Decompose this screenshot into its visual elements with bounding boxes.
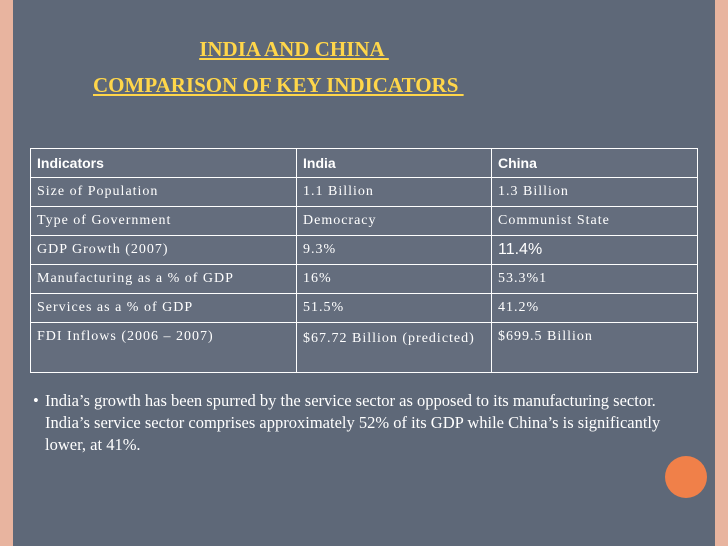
table-cell: Type of Government (31, 207, 297, 236)
table-cell: 16% (297, 265, 492, 294)
table-row (31, 323, 698, 373)
table-cell: Democracy (297, 207, 492, 236)
table-cell: Services as a % of GDP (31, 294, 297, 323)
table-cell: 11.4% (492, 236, 698, 265)
bullet-icon: • (33, 391, 39, 410)
table-cell: Manufacturing as a % of GDP (31, 265, 297, 294)
table-row (31, 178, 698, 207)
table-cell: $67.72 Billion (predicted) (297, 323, 492, 373)
slide (13, 0, 715, 546)
table-cell: 53.3%1 (492, 265, 698, 294)
table-row (31, 207, 698, 236)
comparison-table (30, 148, 698, 373)
table-header-cell: Indicators (31, 149, 297, 178)
table-cell: GDP Growth (2007) (31, 236, 297, 265)
slide-title: INDIA AND CHINA (199, 37, 389, 61)
table-cell: FDI Inflows (2006 – 2007) (31, 323, 297, 373)
slide-subtitle: COMPARISON OF KEY INDICATORS (93, 73, 464, 97)
table-cell: 9.3% (297, 236, 492, 265)
table-header-cell: India (297, 149, 492, 178)
table-cell: $699.5 Billion (492, 323, 698, 373)
table-cell: 41.2% (492, 294, 698, 323)
table-cell: 1.3 Billion (492, 178, 698, 207)
table-row (31, 236, 698, 265)
table-cell: Communist State (492, 207, 698, 236)
table-cell: Size of Population (31, 178, 297, 207)
table-cell: 51.5% (297, 294, 492, 323)
orange-circle-decoration (665, 456, 707, 498)
note-text: India’s growth has been spurred by the service sector as opposed to its manufacturing sector. India’s service sector comprises approximately 52% of its GDP while China’s is significantly lower, at 41%. (45, 391, 661, 454)
table-cell: 1.1 Billion (297, 178, 492, 207)
table-row (31, 265, 698, 294)
table-header-row (31, 149, 698, 178)
note-paragraph (33, 390, 703, 456)
table-row (31, 294, 698, 323)
table-header-cell: China (492, 149, 698, 178)
